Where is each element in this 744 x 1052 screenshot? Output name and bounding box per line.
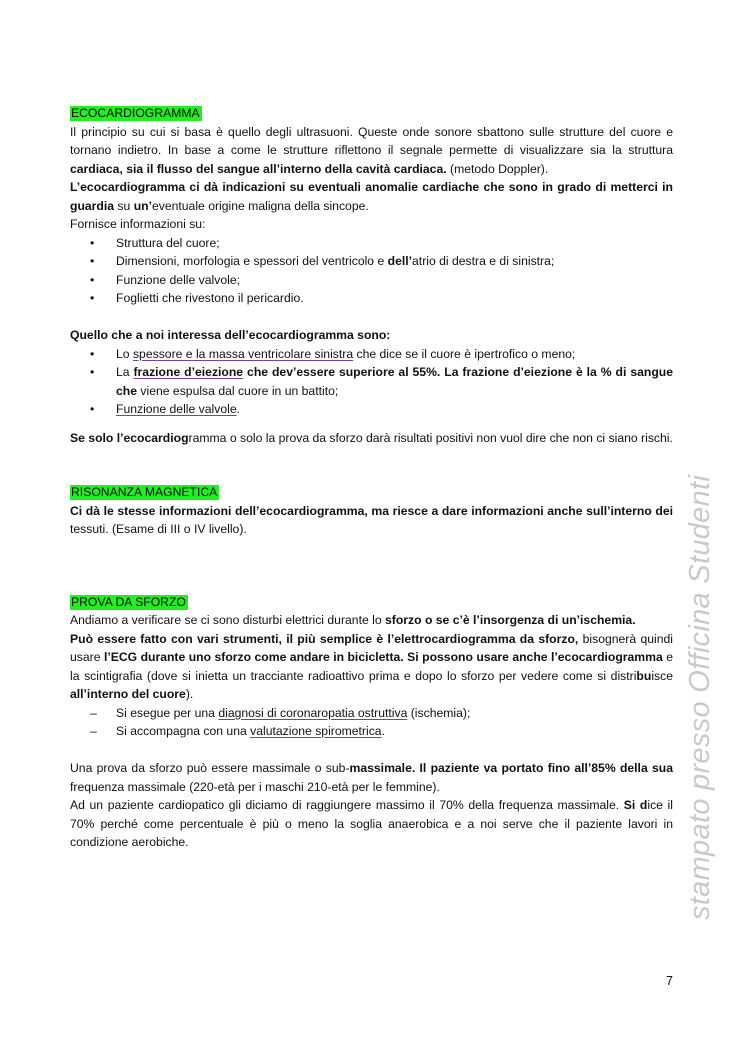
text-run: Si esegue per una <box>116 705 219 720</box>
text-run: Dimensioni, morfologia e spessori del ventricolo e <box>116 254 388 268</box>
text-run: atrio di destra e di sinistra; <box>412 254 555 268</box>
document-body <box>70 104 673 852</box>
text-run: Lo <box>116 346 133 361</box>
paragraph <box>70 215 673 234</box>
list-item <box>70 400 673 419</box>
dash-icon: – <box>90 724 97 738</box>
paragraph <box>70 611 673 630</box>
bold-text: cardiaca, sia il flusso del sangue all’interno della cavità cardiaca. <box>70 161 447 176</box>
section-heading-row <box>70 483 673 502</box>
section-risonanza-magnetica <box>70 483 673 539</box>
bold-text: l’ECG durante uno sforzo come andare in bicicletta. Si possono usare anche l’ecocardiogramma <box>103 650 663 664</box>
section-prova-da-sforzo <box>70 593 673 852</box>
bold-text: Se solo l’ecocardiog <box>70 430 189 445</box>
text-run: ). <box>185 687 194 701</box>
text-run: tessuti. (Esame di III o IV livello). <box>70 522 247 536</box>
bold-text: bu <box>636 668 652 683</box>
paragraph <box>70 429 673 448</box>
paragraph <box>70 796 673 852</box>
paragraph <box>70 326 673 345</box>
text-run: . <box>236 402 240 416</box>
paragraph <box>70 123 673 179</box>
section-heading-row <box>70 104 673 123</box>
text-run: Il principio su cui si basa è quello degli ultrasuoni. Queste onde sonore sbattono sulle strutture del cuore e tornano indietro. In base a come le strutture riflettono il segnale permette di visualizzare sia la struttura <box>70 124 673 157</box>
list-item <box>70 234 673 253</box>
bold-text: dell’ <box>387 254 413 268</box>
bullet-icon: • <box>90 365 95 379</box>
bullet-icon: • <box>90 272 95 287</box>
bold-text: Quello che a noi interessa dell’ecocardiogramma sono: <box>70 328 391 342</box>
text-run: che dice se il cuore è ipertrofico o meno; <box>353 346 576 361</box>
text-run: Fornisce informazioni su: <box>70 217 206 231</box>
text-run: (metodo Doppler). <box>446 161 549 176</box>
bullet-icon: • <box>90 254 95 268</box>
list-item <box>70 289 673 308</box>
text-run: bisognerà quindi usare <box>70 631 673 664</box>
text-run: ramma o solo la prova da sforzo darà risultati positivi non vuol dire che non ci siano rischi. <box>188 430 673 445</box>
underlined-text: Funzione delle valvole <box>116 402 237 416</box>
text-run: frequenza massimale (220-età per i maschi 210-età per le femmine). <box>70 779 440 794</box>
section-heading: ECOCARDIOGRAMMA <box>71 106 200 120</box>
spacer <box>70 308 673 327</box>
spacer <box>70 741 673 760</box>
watermark: stampato presso Officina Studenti <box>684 474 716 920</box>
paragraph <box>70 178 673 215</box>
bold-text: sforzo o se c’è l’insorgenza di un’ischemia. <box>385 613 636 627</box>
list-item <box>70 252 673 271</box>
underlined-text: frazione d’eiezione <box>133 365 244 379</box>
text-run: La <box>116 365 134 379</box>
text-run: Si accompagna con una <box>116 724 251 738</box>
text-run: Foglietti che rivestono il pericardio. <box>116 291 304 305</box>
underlined-text: diagnosi di coronaropatia ostruttiva <box>218 705 408 720</box>
spacer <box>70 419 673 429</box>
text-run: Ad un paziente cardiopatico gli diciamo di raggiungere massimo il 70% della frequenza massimale. <box>70 798 624 812</box>
text-run: isce <box>651 668 673 683</box>
dash-icon: – <box>90 705 97 720</box>
underlined-text: valutazione spirometrica <box>250 724 382 738</box>
text-run: su <box>114 198 134 213</box>
paragraph <box>70 759 673 796</box>
bold-text: Si d <box>623 798 648 812</box>
list-item <box>70 345 673 364</box>
underlined-text: spessore e la massa ventricolare sinistra <box>132 346 354 361</box>
section-heading: PROVA DA SFORZO <box>71 594 186 609</box>
text-run: . <box>381 724 385 738</box>
text-run: viene espulsa dal cuore in un battito; <box>137 383 339 398</box>
text-run: Struttura del cuore; <box>116 235 220 250</box>
bold-text: L’ecocardiogramma ci dà indicazioni su eventuali anomalie cardiache che sono in grado di metterci in guardia <box>70 180 673 213</box>
text-run: Andiamo a verificare se ci sono disturbi elettrici durante lo <box>70 613 385 627</box>
bold-text: massimale. Il paziente va portato fino all’85% della sua <box>349 761 674 775</box>
bold-text: che dev’essere superiore al 55%. La frazione d’eiezione è la % di sangue che <box>116 365 673 398</box>
text-run: eventuale origine maligna della sincope. <box>151 198 369 213</box>
bullet-icon: • <box>90 346 95 361</box>
bold-text: Ci dà le stesse informazioni dell’ecocardiogramma, ma riesce a dare informazioni anche sull’interno dei <box>70 503 673 518</box>
bold-text: un’ <box>133 198 152 213</box>
paragraph <box>70 630 673 704</box>
bold-text: Può essere fatto con vari strumenti, il più semplice è l’elettrocardiogramma da sforzo, <box>70 631 579 646</box>
bullet-icon: • <box>90 291 95 305</box>
text-run: Una prova da sforzo può essere massimale o sub- <box>70 761 350 775</box>
text-run: ice il 70% perché come percentuale è più o meno la soglia anaerobica e a noi serve che il paziente lavori in condizione aerobiche. <box>70 798 673 849</box>
bullet-icon: • <box>90 402 95 416</box>
section-ecocardiogramma <box>70 104 673 447</box>
text-run: (ischemia); <box>407 705 471 720</box>
text-run: Funzione delle valvole; <box>116 272 240 287</box>
bullet-icon: • <box>90 235 95 250</box>
section-heading: RISONANZA MAGNETICA <box>71 485 218 499</box>
bold-text: all’interno del cuore <box>70 687 186 701</box>
list-item <box>70 363 673 400</box>
list-item <box>70 722 673 741</box>
text-run: e la scintigrafia (dove si inietta un tracciante radioattivo prima e dopo lo sforzo per vedere come si distri <box>70 650 673 683</box>
page-number: 7 <box>666 974 673 988</box>
section-heading-row <box>70 593 673 612</box>
paragraph <box>70 502 673 539</box>
list-item <box>70 704 673 723</box>
list-item <box>70 271 673 290</box>
